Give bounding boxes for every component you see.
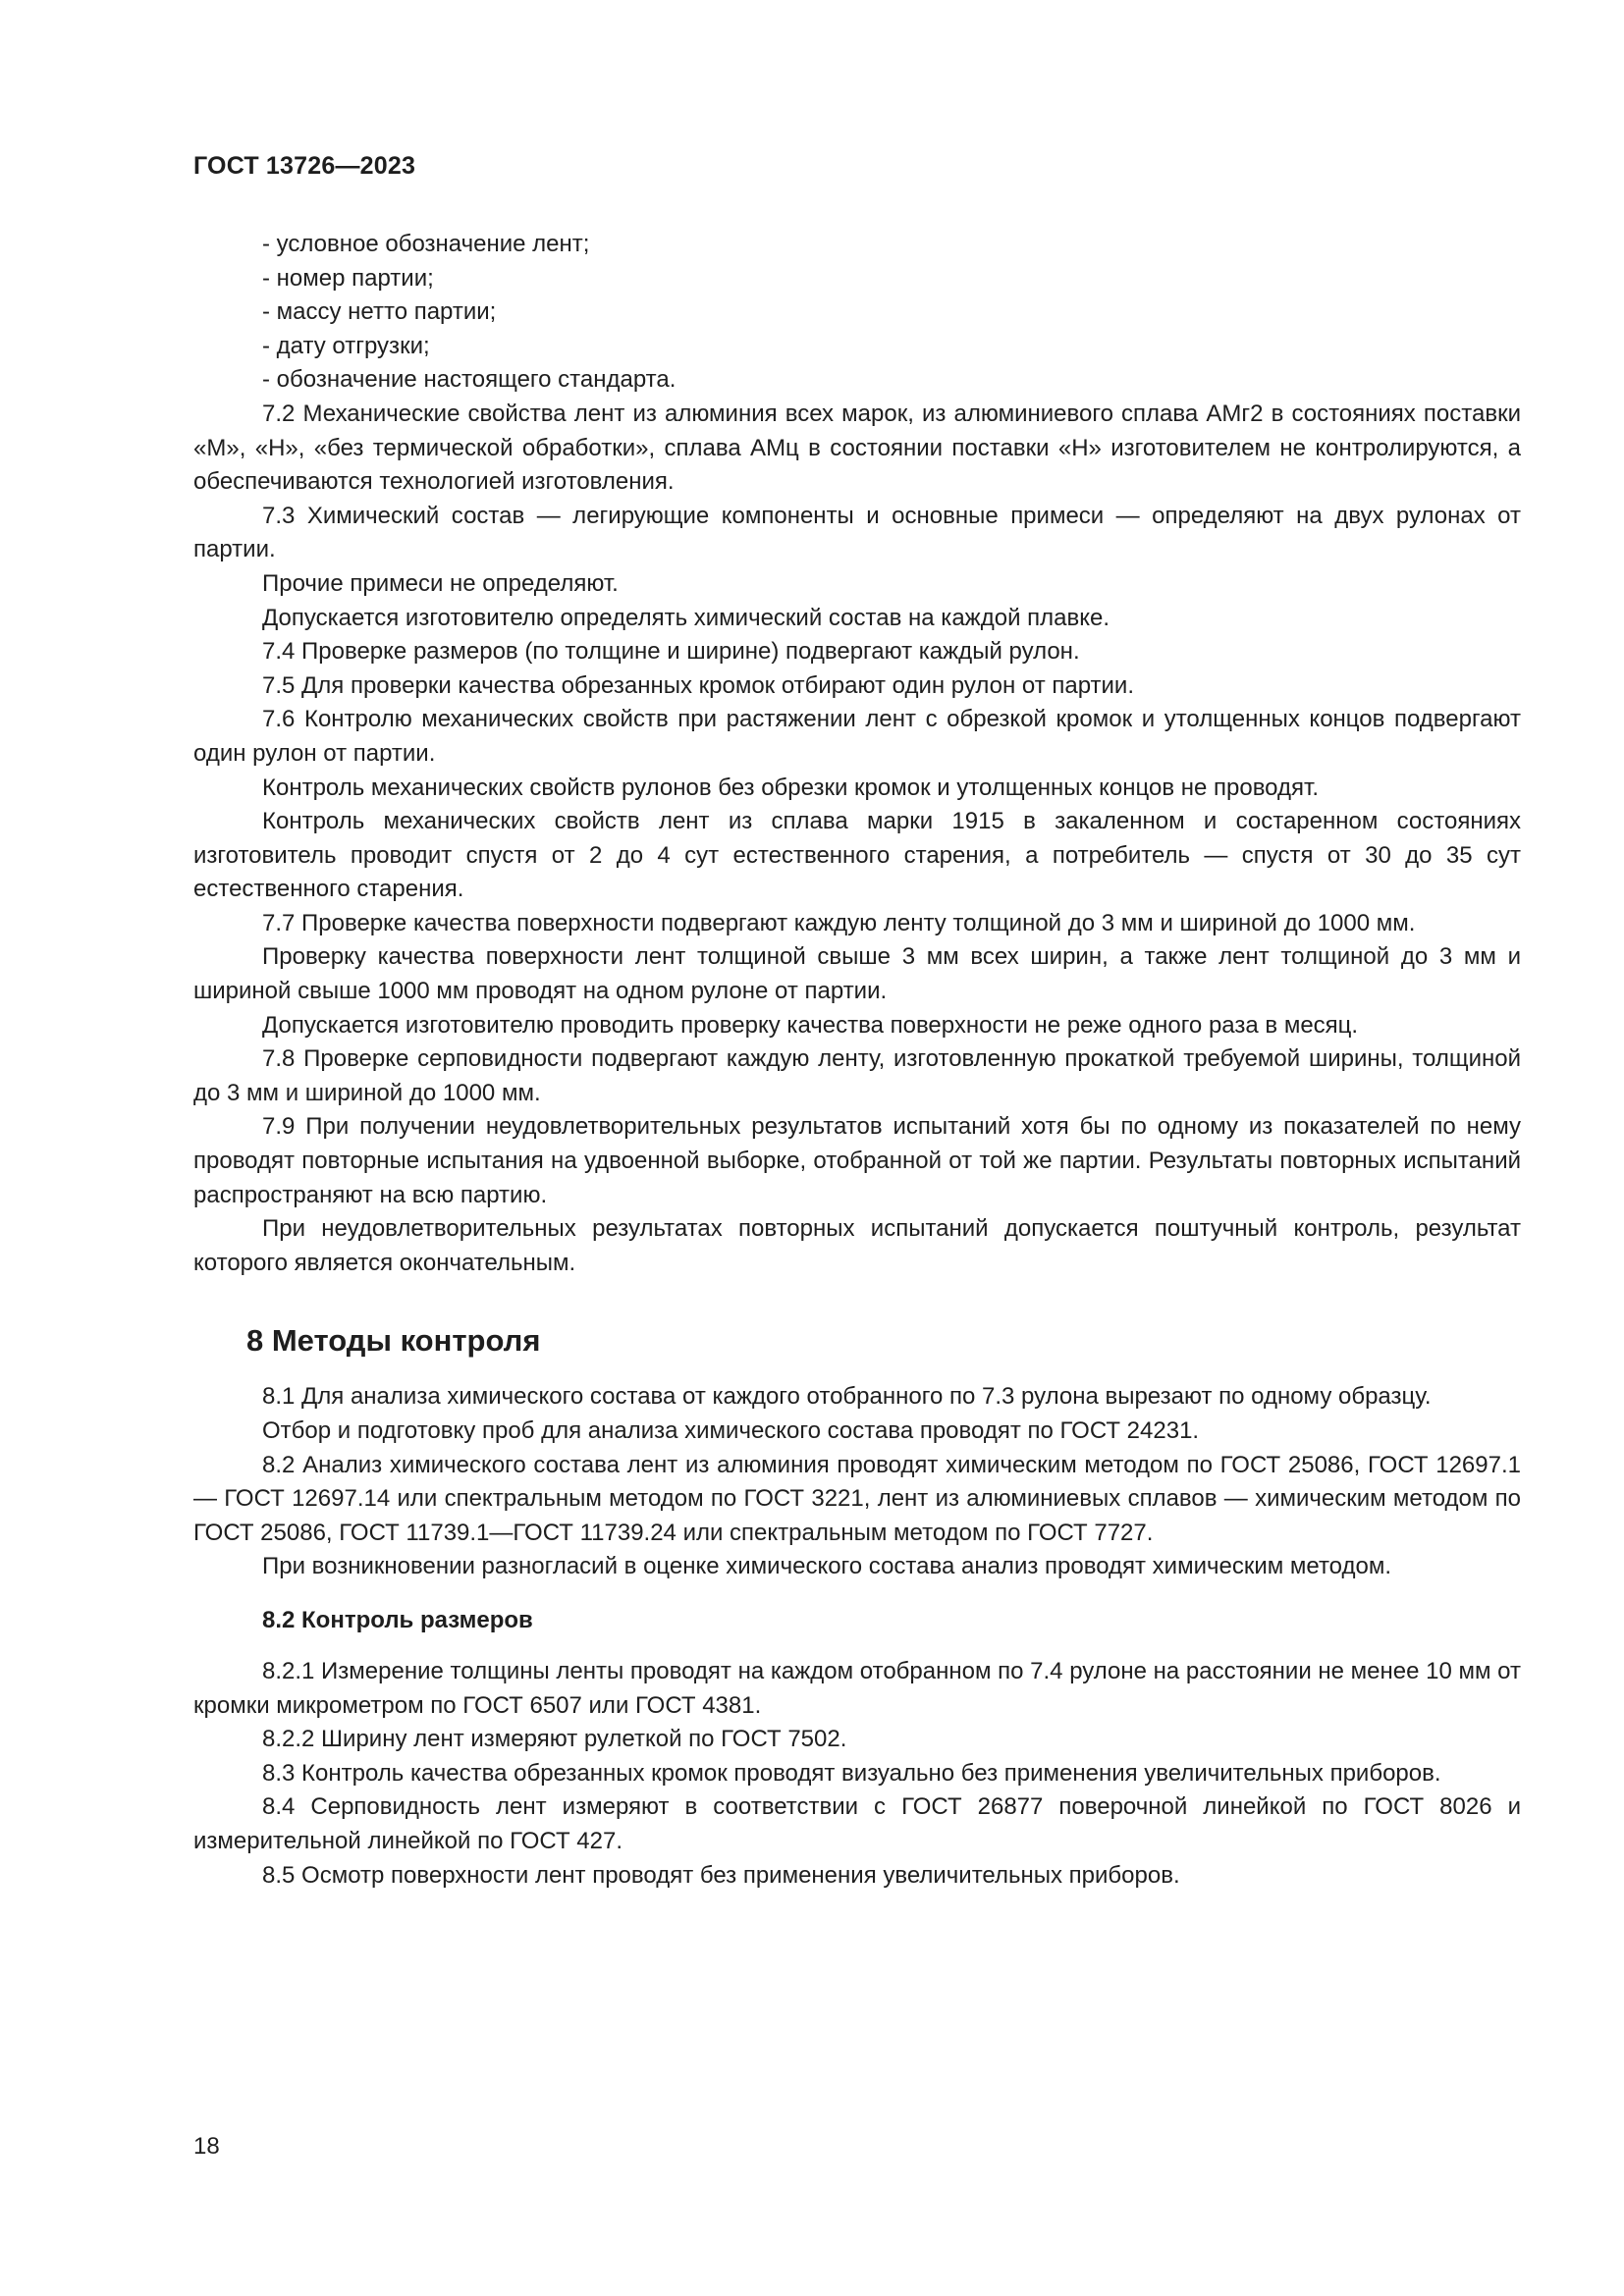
clause-7-3-note-2: Допускается изготовителю определять химический состав на каждой плавке. <box>262 604 1110 631</box>
clause-7-7-note-1: Проверку качества поверхности лент толщиной свыше 3 мм всех ширин, а также лент толщиной до 3 мм и шириной свыше 1000 мм проводят на одном рулоне от партии. <box>193 943 1521 1005</box>
clause-7-5: 7.5 Для проверки качества обрезанных кромок отбирают один рулон от партии. <box>262 671 1134 699</box>
clause-8-2-1: 8.2.1 Измерение толщины ленты проводят на каждом отобранном по 7.4 рулоне на расстоянии не менее 10 мм от кромки микрометром по ГОСТ 6507 или ГОСТ 4381. <box>193 1657 1521 1719</box>
clause-8-2-2: 8.2.2 Ширину лент измеряют рулеткой по ГОСТ 7502. <box>262 1726 847 1753</box>
page-number: 18 <box>193 2133 220 2160</box>
list-item: - условное обозначение лент; <box>262 231 590 257</box>
clause-8-2: 8.2 Анализ химического состава лент из алюминия проводят химическим методом по ГОСТ 25086, ГОСТ 12697.1 — ГОСТ 12697.14 или спектральным методом по ГОСТ 3221, лент из алюминиевых сплавов — химическим методом по ГОСТ 25086, ГОСТ 11739.1—ГОСТ 11739.24 или спектральным методом по ГОСТ 7727. <box>193 1451 1521 1546</box>
clause-7-6: 7.6 Контролю механических свойств при растяжении лент с обрезкой кромок и утолщенных концов подвергают один рулон от партии. <box>193 706 1521 767</box>
clause-7-9: 7.9 При получении неудовлетворительных результатов испытаний хотя бы по одному из показателей по нему проводят повторные испытания на удвоенной выборке, отобранной от той же партии. Результаты повторных испытаний распространяют на всю партию. <box>193 1113 1521 1208</box>
clause-7-6-note-2: Контроль механических свойств лент из сплава марки 1915 в закаленном и состаренном состояниях изготовитель проводит спустя от 2 до 4 сут естественного старения, а потребитель — спустя от 30 до 35 сут естественного старения. <box>193 808 1521 903</box>
clause-8-5: 8.5 Осмотр поверхности лент проводят без применения увеличительных приборов. <box>262 1861 1180 1889</box>
page-body <box>193 228 1521 1893</box>
clause-8-1-note-1: Отбор и подготовку проб для анализа химического состава проводят по ГОСТ 24231. <box>262 1417 1200 1444</box>
clause-8-2-note-1: При возникновении разногласий в оценке химического состава анализ проводят химическим методом. <box>262 1553 1392 1580</box>
clause-7-3-note-1: Прочие примеси не определяют. <box>262 569 619 597</box>
list-item: - дату отгрузки; <box>262 332 430 359</box>
clause-7-7: 7.7 Проверке качества поверхности подвергают каждую ленту толщиной до 3 мм и шириной до 1000 мм. <box>262 909 1416 936</box>
clause-7-7-note-2: Допускается изготовителю проводить проверку качества поверхности не реже одного раза в месяц. <box>262 1011 1359 1039</box>
clause-7-4: 7.4 Проверке размеров (по толщине и ширине) подвергают каждый рулон. <box>262 638 1080 666</box>
clause-7-6-note-1: Контроль механических свойств рулонов без обрезки кромок и утолщенных концов не проводят. <box>262 774 1320 801</box>
document-code-header: ГОСТ 13726—2023 <box>193 152 416 180</box>
clause-7-2: 7.2 Механические свойства лент из алюминия всех марок, из алюминиевого сплава АМг2 в состояниях поставки «М», «Н», «без термической обработки», сплава АМц в состоянии поставки «Н» изготовителем не контролируются, а обеспечиваются технологией изготовления. <box>193 400 1521 496</box>
clause-7-8: 7.8 Проверке серповидности подвергают каждую ленту, изготовленную прокаткой требуемой ширины, толщиной до 3 мм и шириной до 1000 мм. <box>193 1045 1521 1106</box>
clause-7-3: 7.3 Химический состав — легирующие компоненты и основные примеси — определяют на двух рулонах от партии. <box>193 502 1521 563</box>
clause-7-9-note-1: При неудовлетворительных результатах повторных испытаний допускается поштучный контроль, результат которого является окончательным. <box>193 1215 1521 1276</box>
clause-8-1: 8.1 Для анализа химического состава от каждого отобранного по 7.3 рулона вырезают по одному образцу. <box>262 1383 1432 1411</box>
clause-8-3: 8.3 Контроль качества обрезанных кромок проводят визуально без применения увеличительных приборов. <box>262 1759 1441 1787</box>
list-item: - номер партии; <box>262 264 434 292</box>
list-item: - массу нетто партии; <box>262 298 497 326</box>
subsection-8-2-heading: 8.2 Контроль размеров <box>262 1606 533 1633</box>
clause-8-4: 8.4 Серповидность лент измеряют в соответствии с ГОСТ 26877 поверочной линейкой по ГОСТ 8026 и измерительной линейкой по ГОСТ 427. <box>193 1793 1521 1854</box>
section-8-heading: 8 Методы контроля <box>246 1323 541 1359</box>
list-item: - обозначение настоящего стандарта. <box>262 366 677 394</box>
